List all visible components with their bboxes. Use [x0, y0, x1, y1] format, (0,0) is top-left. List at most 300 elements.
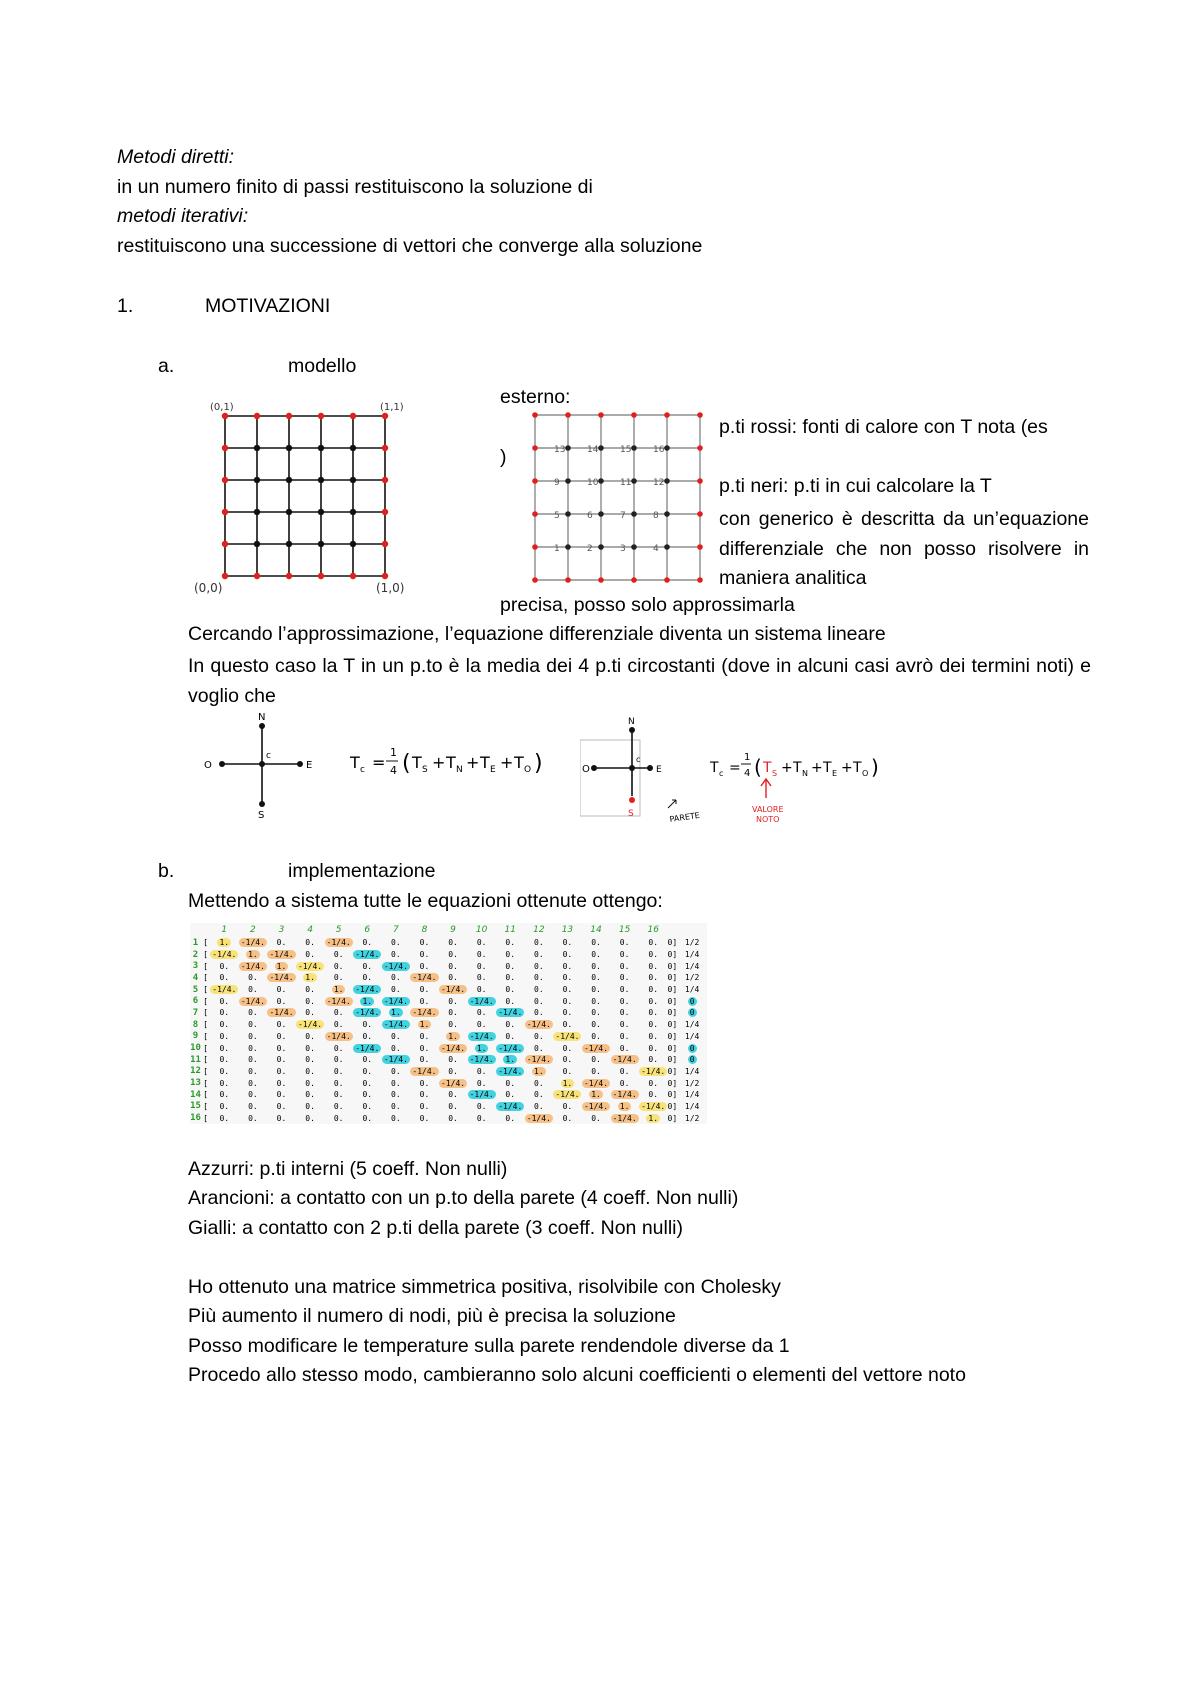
matrix-cell: 0. — [248, 1008, 258, 1018]
matrix-cell: 0. — [333, 1066, 344, 1076]
matrix-row: 9 [ 0. 0. 0. 0. -1/4. 0. 0. 0. 1. -1/4. 0. 0. -1/4. 0. 0. 0. 0] 1/4 — [190, 1031, 707, 1043]
boundary-node — [350, 573, 356, 579]
matrix-cell: 0. — [362, 1020, 373, 1030]
matrix-cell: 1. — [391, 1008, 401, 1018]
matrix-cell: 0. — [419, 1031, 430, 1041]
matrix-cell: 0. — [219, 1113, 230, 1123]
matrix-cell: 0. — [219, 996, 230, 1006]
matrix-cell: 0. — [648, 1020, 659, 1030]
svg-text:(: ( — [754, 755, 762, 779]
matrix-column-number: 1 — [221, 925, 228, 935]
matrix-row: 11 [ 0. 0. 0. 0. 0. 0. -1/4. 0. 0. -1/4. 1. -1/4. 0. 0. -1/4. 0. 0] 0 — [190, 1054, 707, 1066]
matrix-cell: -1/4. — [412, 1066, 437, 1076]
node-c-dot — [259, 761, 265, 767]
boundary-node — [532, 412, 538, 418]
matrix-cell: 0. — [619, 1008, 630, 1018]
subsection-b-title: implementazione — [288, 860, 436, 882]
matrix-cell: -1/4. — [355, 985, 380, 995]
matrix-cell: -1/4. — [383, 1020, 408, 1030]
rhs-value: 1/2 — [684, 1078, 700, 1088]
matrix-cell: 0. — [362, 938, 373, 948]
matrix-cell: 0. — [391, 1066, 401, 1076]
matrix-cell: 1. — [248, 950, 258, 960]
matrix-cell: -1/4. — [412, 1008, 437, 1018]
matrix-cell: 0. — [534, 1090, 544, 1100]
stencil-label-s: S — [258, 810, 265, 821]
matrix-cell: -1/4. — [441, 985, 466, 995]
matrix-cell: 0. — [276, 938, 287, 948]
matrix-cell: -1/4. — [526, 1020, 551, 1030]
matrix-cell: 0. — [419, 1043, 430, 1053]
matrix-column-number: 11 — [504, 925, 516, 935]
interior-node — [631, 445, 637, 451]
matrix-cell: 0. — [248, 1113, 258, 1123]
matrix-row: 1 [ 1. -1/4. 0. 0. -1/4. 0. 0. 0. 0. 0. 0. 0. 0. 0. 0. 0. 0] 1/2 — [190, 937, 707, 949]
matrix-cell: 0. — [276, 1055, 287, 1065]
matrix-cell: 0. — [591, 961, 601, 971]
matrix-cell: 0. — [305, 1078, 315, 1088]
interior-node — [565, 445, 571, 451]
matrix-cell: 0. — [591, 1055, 601, 1065]
matrix-cell: 0. — [276, 1078, 287, 1088]
matrix-cell: 0. — [648, 985, 659, 995]
coefficient-matrix — [190, 923, 707, 1124]
matrix-cell: 0. — [305, 996, 315, 1006]
matrix-column-number: 12 — [533, 925, 545, 935]
matrix-cell: 0. — [648, 1043, 659, 1053]
boundary-node — [697, 544, 703, 550]
svg-text:+: + — [781, 760, 793, 776]
svg-text:E: E — [490, 765, 496, 775]
matrix-cell: 0. — [562, 985, 573, 995]
matrix-cell: 0. — [619, 996, 630, 1006]
rhs-value: 0 — [689, 1055, 695, 1065]
boundary-node — [532, 577, 538, 583]
matrix-row-number: 15 — [190, 1101, 201, 1112]
matrix-cell: 0. — [505, 996, 516, 1006]
matrix-cell: 0. — [362, 1055, 373, 1065]
svg-text:E: E — [832, 769, 838, 778]
matrix-cell: 0. — [276, 1031, 287, 1041]
matrix-cell: 0. — [362, 1078, 373, 1088]
section-title: MOTIVAZIONI — [205, 295, 331, 317]
matrix-cell: 0. — [248, 973, 258, 983]
matrix-cell: -1/4. — [240, 938, 265, 948]
matrix-cell: 0. — [648, 1031, 659, 1041]
svg-text:S: S — [772, 769, 778, 778]
matrix-cell: -1/4. — [240, 996, 265, 1006]
boundary-node — [382, 509, 388, 515]
interior-node — [598, 544, 604, 550]
matrix-column-number: 16 — [647, 925, 659, 935]
matrix-column-number: 6 — [364, 925, 371, 935]
interior-node — [631, 511, 637, 517]
interior-node — [664, 445, 670, 451]
matrix-row-number: 14 — [190, 1089, 201, 1100]
boundary-node — [318, 573, 324, 579]
boundary-node — [318, 413, 324, 419]
svg-text:=: = — [372, 753, 386, 772]
svg-text:+: + — [841, 760, 853, 776]
matrix-cell: 0. — [276, 996, 287, 1006]
matrix-cell: 0. — [305, 1066, 315, 1076]
matrix-cell: 0. — [248, 1020, 258, 1030]
matrix-cell: 0. — [448, 1020, 458, 1030]
matrix-cell: 0. — [591, 996, 601, 1006]
matrix-cell: 1. — [534, 1066, 544, 1076]
svg-text:1: 1 — [390, 746, 397, 759]
matrix-cell: 0. — [562, 1101, 573, 1111]
boundary-node — [697, 478, 703, 484]
svg-text:O: O — [524, 765, 532, 775]
interior-node — [598, 478, 604, 484]
matrix-cell: 0. — [419, 1101, 430, 1111]
legend-azzurri: Azzurri: p.ti interni (5 coeff. Non nulli) — [188, 1158, 508, 1180]
matrix-column-number: 14 — [590, 925, 602, 935]
matrix-cell: 0. — [448, 1113, 458, 1123]
matrix-cell: 0. — [276, 1020, 287, 1030]
boundary-node — [532, 478, 538, 484]
boundary-node — [598, 577, 604, 583]
matrix-cell: 0. — [248, 1066, 258, 1076]
matrix-cell: 0. — [305, 1031, 315, 1041]
matrix-cell: 0. — [648, 973, 659, 983]
matrix-row-number: 5 — [192, 984, 199, 995]
matrix-cell: 0. — [448, 1066, 458, 1076]
matrix-row-number: 8 — [192, 1019, 199, 1030]
matrix-cell: -1/4. — [555, 1090, 580, 1100]
matrix-cell: 0. — [333, 1020, 344, 1030]
matrix-cell: -1/4. — [498, 1008, 523, 1018]
matrix-cell: 0. — [448, 1090, 458, 1100]
matrix-cell: 0. — [476, 1113, 487, 1123]
matrix-cell: 0. — [534, 1008, 544, 1018]
matrix-cell: 0. — [333, 950, 344, 960]
matrix-cell: 0. — [448, 961, 458, 971]
node-number: 16 — [653, 445, 665, 455]
matrix-cell: 0. — [505, 973, 516, 983]
grid-label-bottom-left: (0,0) — [194, 581, 223, 595]
matrix-cell: 0. — [505, 938, 516, 948]
matrix-cell: 0. — [276, 1113, 287, 1123]
interior-node — [318, 509, 324, 515]
matrix-cell: 0. — [219, 1078, 230, 1088]
matrix-cell: 0. — [362, 1031, 373, 1041]
node-number: 11 — [620, 478, 632, 488]
matrix-cell: 0. — [419, 1113, 430, 1123]
node-e-dot — [297, 761, 303, 767]
matrix-cell: 0. — [419, 1055, 430, 1065]
interior-node — [631, 544, 637, 550]
matrix-cell: 0. — [362, 1066, 373, 1076]
matrix-cell: 0. — [534, 1043, 544, 1053]
matrix-cell: 0. — [419, 985, 430, 995]
matrix-cell: 0. — [591, 985, 601, 995]
interior-node — [664, 478, 670, 484]
matrix-cell: 0. — [391, 1090, 401, 1100]
boundary-node — [222, 477, 228, 483]
matrix-cell: 0. — [362, 973, 373, 983]
svg-text:4: 4 — [390, 764, 397, 777]
matrix-row-number: 11 — [190, 1054, 201, 1065]
matrix-cell: 0. — [419, 1090, 430, 1100]
interior-node — [598, 511, 604, 517]
matrix-cell: 0. — [305, 1043, 315, 1053]
matrix-cell: -1/4. — [612, 1055, 637, 1065]
matrix-cell: 1. — [591, 1090, 601, 1100]
matrix-cell: -1/4. — [355, 1043, 380, 1053]
matrix-cell: -1/4. — [383, 961, 408, 971]
matrix-cell: -1/4. — [383, 1055, 408, 1065]
matrix-column-number: 2 — [250, 925, 256, 935]
node-number: 7 — [620, 511, 626, 521]
matrix-row: 3 [ 0. -1/4. 1. -1/4. 0. 0. -1/4. 0. 0. 0. 0. 0. 0. 0. 0. 0. 0] 1/4 — [190, 960, 707, 972]
matrix-cell: -1/4. — [269, 1008, 294, 1018]
matrix-cell: 0. — [219, 1090, 230, 1100]
matrix-cell: -1/4. — [526, 1055, 551, 1065]
matrix-cell: -1/4. — [326, 1031, 351, 1041]
matrix-row-number: 13 — [190, 1078, 201, 1089]
boundary-node — [286, 413, 292, 419]
matrix-cell: 0. — [219, 1020, 230, 1030]
boundary-node — [631, 577, 637, 583]
matrix-cell: 1. — [619, 1101, 630, 1111]
matrix-cell: 0. — [362, 1090, 373, 1100]
matrix-cell: 0. — [648, 996, 659, 1006]
matrix-cell: 0. — [305, 938, 315, 948]
subsection-b-letter: b. — [158, 860, 175, 882]
svg-text:T: T — [823, 760, 832, 776]
svg-text:T: T — [793, 760, 802, 776]
boundary-node — [382, 445, 388, 451]
node-number: 8 — [653, 511, 659, 521]
matrix-cell: 0. — [505, 1031, 516, 1041]
matrix-cell: 0. — [534, 950, 544, 960]
matrix-cell: 0. — [419, 996, 430, 1006]
matrix-cell: 0. — [562, 1008, 573, 1018]
matrix-cell: 0. — [248, 1055, 258, 1065]
label-parete: PARETE — [669, 810, 701, 824]
svg-text:O: O — [582, 764, 590, 775]
matrix-cell: 0. — [534, 1078, 544, 1088]
grid-model-figure — [180, 392, 420, 602]
matrix-cell: 0. — [619, 1031, 630, 1041]
matrix-cell: 0. — [333, 1078, 344, 1088]
matrix-cell: 0. — [562, 973, 573, 983]
matrix-cell: -1/4. — [326, 996, 351, 1006]
interior-node — [254, 445, 260, 451]
matrix-cell: 0. — [562, 1113, 573, 1123]
boundary-node — [222, 509, 228, 515]
boundary-node — [382, 413, 388, 419]
svg-text:N: N — [802, 769, 808, 778]
matrix-cell: 0. — [619, 973, 630, 983]
svg-text:=: = — [729, 760, 741, 776]
matrix-row: 10 [ 0. 0. 0. 0. 0. -1/4. 0. 0. -1/4. 1. -1/4. 0. 0. -1/4. 0. 0. 0] 0 — [190, 1042, 707, 1054]
matrix-cell: 0. — [505, 961, 516, 971]
svg-text:T: T — [480, 753, 490, 772]
matrix-cell: 0. — [333, 1055, 344, 1065]
matrix-cell: 0. — [476, 1020, 487, 1030]
interior-node — [350, 445, 356, 451]
matrix-cell: 0. — [333, 1043, 344, 1053]
matrix-cell: 0. — [248, 985, 258, 995]
matrix-cell: 0. — [591, 938, 601, 948]
interior-node — [350, 541, 356, 547]
boundary-node — [382, 541, 388, 547]
matrix-row: 12 [ 0. 0. 0. 0. 0. 0. 0. -1/4. 0. 0. -1/4. 1. 0. 0. 0. -1/4. 0] 1/4 — [190, 1066, 707, 1078]
matrix-cell: 0. — [391, 1043, 401, 1053]
boundary-node — [664, 577, 670, 583]
interior-node — [318, 445, 324, 451]
conclusion-procedo: Procedo allo stesso modo, cambieranno solo alcuni coefficienti o elementi del vettore noto — [188, 1364, 966, 1386]
matrix-column-number: 10 — [475, 925, 488, 935]
matrix-row: 13 [ 0. 0. 0. 0. 0. 0. 0. 0. -1/4. 0. 0. 0. 1. -1/4. 0. 0. 0] 1/2 — [190, 1077, 707, 1089]
matrix-cell: -1/4. — [583, 1101, 609, 1111]
boundary-node — [631, 412, 637, 418]
matrix-row: 16 [ 0. 0. 0. 0. 0. 0. 0. 0. 0. 0. 0. -1/4. 0. 0. -1/4. 1. 0] 1/2 — [190, 1112, 707, 1124]
interior-node — [350, 477, 356, 483]
interior-node — [254, 477, 260, 483]
matrix-column-number: 4 — [307, 925, 313, 935]
stencil-boundary-figure — [580, 716, 900, 826]
matrix-cell: 0. — [648, 1008, 659, 1018]
matrix-cell: 0. — [591, 950, 601, 960]
text-parenthesis: ) — [500, 446, 507, 468]
matrix-cell: 0. — [248, 1090, 258, 1100]
matrix-cell: 0. — [534, 938, 544, 948]
svg-text:4: 4 — [744, 768, 751, 779]
matrix-cell: 0. — [562, 1055, 573, 1065]
stencil-label-o: O — [204, 760, 212, 771]
matrix-cell: -1/4. — [612, 1090, 637, 1100]
boundary-node — [532, 544, 538, 550]
matrix-row: 4 [ 0. 0. -1/4. 1. 0. 0. 0. -1/4. 0. 0. 0. 0. 0. 0. 0. 0. 0] 1/2 — [190, 972, 707, 984]
matrix-cell: 0. — [534, 973, 544, 983]
matrix-row-number: 9 — [192, 1031, 199, 1042]
interior-node — [286, 509, 292, 515]
svg-text:T: T — [853, 760, 862, 776]
direct-methods-description: in un numero finito di passi restituiscono la soluzione di — [117, 176, 593, 198]
matrix-cell: 0. — [333, 1090, 344, 1100]
matrix-cell: 1. — [305, 973, 315, 983]
matrix-cell: -1/4. — [355, 1008, 380, 1018]
boundary-node — [254, 413, 260, 419]
node-number: 6 — [587, 511, 593, 521]
matrix-cell: -1/4. — [326, 938, 351, 948]
matrix-cell: 0. — [619, 1078, 630, 1088]
matrix-cell: 0. — [219, 973, 230, 983]
iterative-methods-description: restituiscono una successione di vettori che converge alla soluzione — [117, 235, 703, 257]
matrix-cell: 0. — [534, 1101, 544, 1111]
stencil-label-n: N — [258, 712, 266, 723]
boundary-node — [565, 577, 571, 583]
svg-text:+: + — [432, 753, 446, 772]
matrix-cell: 0. — [276, 985, 287, 995]
rhs-value: 1/4 — [684, 1031, 700, 1041]
matrix-cell: 0. — [333, 961, 344, 971]
label-valore: VALORE — [752, 805, 784, 814]
matrix-cell: 0. — [562, 1066, 573, 1076]
boundary-node — [382, 573, 388, 579]
svg-text:c: c — [719, 769, 724, 778]
matrix-cell: 1. — [219, 938, 230, 948]
matrix-cell: 0. — [248, 1078, 258, 1088]
rhs-value: 1/4 — [684, 985, 700, 995]
boundary-node — [697, 412, 703, 418]
matrix-cell: 0. — [476, 973, 487, 983]
matrix-cell: -1/4. — [641, 1101, 666, 1111]
text-mettendo: Mettendo a sistema tutte le equazioni ottenute ottengo: — [188, 890, 663, 912]
matrix-cell: -1/4. — [298, 961, 323, 971]
matrix-cell: 0. — [619, 950, 630, 960]
matrix-cell: 0. — [219, 1101, 230, 1111]
matrix-row: 7 [ 0. 0. -1/4. 0. 0. -1/4. 1. -1/4. 0. 0. -1/4. 0. 0. 0. 0. 0. 0] 0 — [190, 1007, 707, 1019]
svg-text:+: + — [466, 753, 480, 772]
node-s-dot — [259, 801, 265, 807]
boundary-node — [222, 413, 228, 419]
matrix-cell: 0. — [219, 1008, 230, 1018]
matrix-cell: -1/4. — [641, 1066, 666, 1076]
node-number: 4 — [653, 544, 659, 554]
svg-text:c: c — [360, 765, 365, 775]
matrix-cell: 0. — [648, 1055, 659, 1065]
matrix-cell: -1/4. — [498, 1043, 523, 1053]
legend-gialli: Gialli: a contatto con 2 p.ti della parete (3 coeff. Non nulli) — [188, 1217, 684, 1239]
interior-node — [286, 477, 292, 483]
rhs-value: 1/4 — [684, 1066, 700, 1076]
matrix-cell: 0. — [448, 1055, 458, 1065]
interior-node — [598, 445, 604, 451]
matrix-cell: 0. — [476, 950, 487, 960]
matrix-cell: -1/4. — [212, 950, 237, 960]
text-punti-neri: p.ti neri: p.ti in cui calcolare la T — [719, 475, 992, 497]
svg-text:N: N — [456, 765, 463, 775]
rhs-value: 1/4 — [684, 1101, 700, 1111]
rhs-value: 1/2 — [684, 1113, 700, 1123]
matrix-cell: 0. — [362, 1101, 373, 1111]
boundary-node — [350, 413, 356, 419]
matrix-row: 14 [ 0. 0. 0. 0. 0. 0. 0. 0. 0. -1/4. 0. 0. -1/4. 1. -1/4. 0. 0] 1/4 — [190, 1089, 707, 1101]
svg-text:+: + — [500, 753, 514, 772]
interior-node — [350, 509, 356, 515]
boundary-node — [286, 573, 292, 579]
rhs-value: 0 — [689, 996, 695, 1006]
svg-text:T: T — [514, 753, 524, 772]
matrix-cell: 0. — [305, 1008, 315, 1018]
matrix-column-number: 7 — [392, 925, 399, 935]
matrix-cell: 0. — [562, 961, 573, 971]
matrix-cell: 1. — [562, 1078, 573, 1088]
matrix-cell: 1. — [419, 1020, 430, 1030]
interior-node — [286, 445, 292, 451]
matrix-cell: 0. — [219, 1031, 230, 1041]
svg-text:O: O — [862, 769, 869, 778]
matrix-cell: 0. — [276, 1043, 287, 1053]
matrix-cell: -1/4. — [555, 1031, 580, 1041]
node-number: 14 — [587, 445, 599, 455]
matrix-cell: -1/4. — [441, 1043, 466, 1053]
matrix-cell: 0. — [448, 1101, 458, 1111]
boundary-node — [254, 573, 260, 579]
iterative-methods-label: metodi iterativi: — [117, 205, 249, 227]
matrix-cell: 0. — [448, 950, 458, 960]
matrix-column-number: 9 — [450, 925, 456, 935]
matrix-cell: 0. — [562, 1020, 573, 1030]
svg-text:c: c — [636, 755, 641, 764]
rhs-value: 0 — [689, 1043, 695, 1053]
interior-node — [631, 478, 637, 484]
